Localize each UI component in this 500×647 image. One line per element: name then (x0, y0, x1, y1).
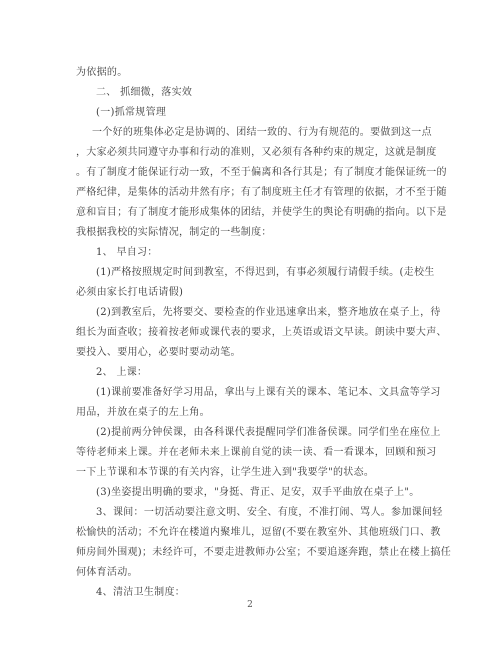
text-line: 用品，并放在桌子的左上角。 (76, 407, 210, 418)
text-line: 3、课间：一切活动要注意文明、安全、有度，不准打闹、骂人。参加课间轻 (96, 507, 443, 518)
list-heading: 4、清洁卫生制度： (96, 587, 186, 598)
list-heading: 2、 上课： (96, 367, 148, 378)
text-line: 等待老师来上课。并在老师未来上课前自觉的读一读、看一看课本，回顾和预习 (76, 447, 437, 458)
text-line: (2)到教室后，先将要交、要检查的作业迅速拿出来，整齐地放在桌子上，待 (96, 307, 441, 318)
subsection-heading: (一)抓常规管理 (96, 107, 167, 118)
text-line: 一下上节课和本节课的有关内容，让学生进入到"我要学"的状态。 (76, 467, 375, 478)
page-number: 2 (247, 600, 253, 610)
text-line: 。有了制度才能保证行动一致，不至于偏离和各行其是；有了制度才能保证统一的 (76, 167, 447, 178)
text-line: 要投入、要用心，必要时要动动笔。 (76, 347, 241, 358)
list-heading: 1、 早自习： (96, 247, 158, 258)
text-line: (1)课前要准备好学习用品，拿出与上课有关的课本、笔记本、文具盒等学习 (96, 387, 441, 398)
text-line: 一个好的班集体必定是协调的、团结一致的、行为有规范的。要做到这一点 (92, 127, 432, 138)
text-line: (2)提前两分钟侯课，由各科课代表提醒同学们准备侯课。同学们坐在座位上 (96, 427, 441, 438)
text-line: 我根据我校的实际情况，制定的一些制度： (76, 227, 272, 238)
text-line: (3)坐姿提出明确的要求，"身挺、背正、足安，双手平曲放在桌子上"。 (96, 487, 420, 498)
text-line: 为依据的。 (76, 67, 128, 78)
text-line: 意和盲目；有了制度才能形成集体的团结，并使学生的舆论有明确的指向。以下是 (76, 207, 447, 218)
text-line: 严格纪律，是集体的活动井然有序；有了制度班主任才有管理的依据，才不至于随 (76, 187, 447, 198)
text-line: (1)严格按照规定时间到教室，不得迟到，有事必须履行请假手续。(走校生 (96, 267, 435, 278)
text-line: 必须由家长打电话请假) (76, 287, 184, 298)
text-line: 师房间外围观)；未经许可，不要走进教师办公室；不要追逐奔跑，禁止在楼上搞任 (76, 547, 452, 558)
text-line: 组长为面查收；接着按老师或课代表的要求，上英语或语文早读。朗读中要大声、 (76, 327, 447, 338)
section-heading: 二、 抓细微，落实效 (96, 87, 193, 98)
text-line: ，大家必须共同遵守办事和行动的准则，又必须有各种约束的规定，这就是制度 (76, 147, 437, 158)
text-line: 松愉快的活动；不允许在楼道内聚堆儿，逗留(不要在教室外、其他班级门口、教 (76, 527, 441, 538)
text-line: 何体育活动。 (76, 567, 138, 578)
